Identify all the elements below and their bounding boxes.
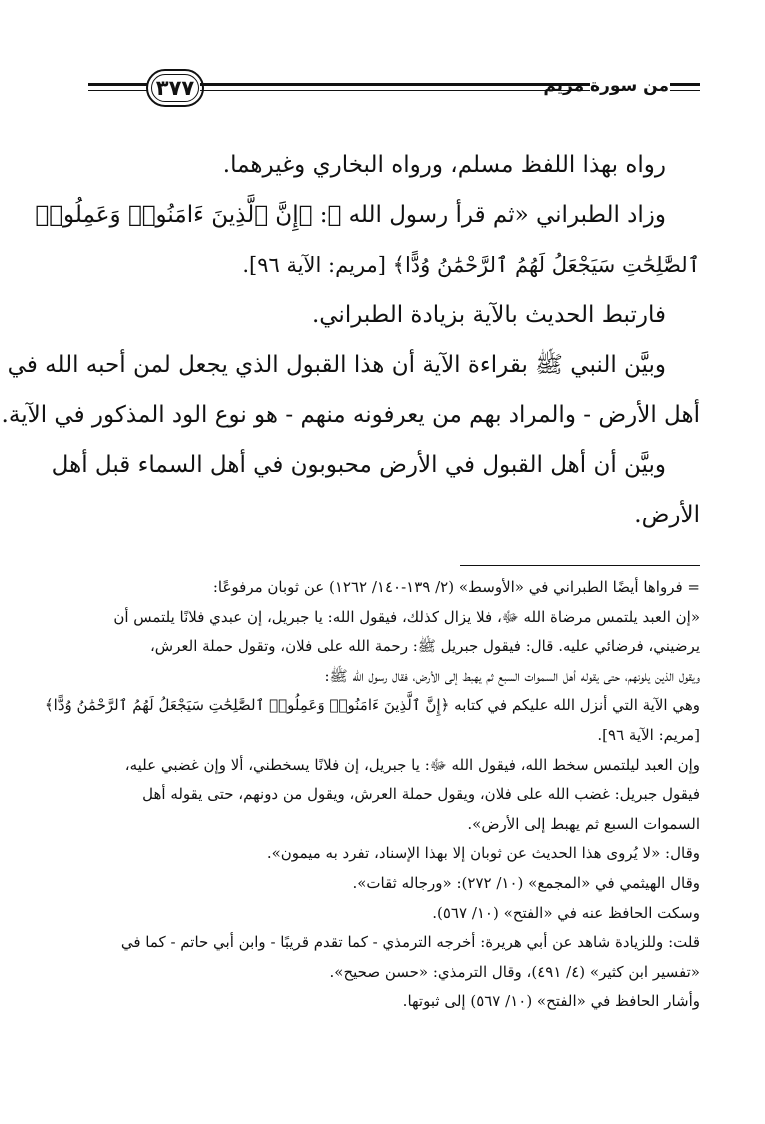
- footnotes: [44, 573, 700, 1017]
- main-line: فارتبط الحديث بالآية بزيادة الطبراني.: [311, 302, 666, 328]
- page-number-badge: [146, 69, 204, 107]
- footnote-line: وسكت الحافظ عنه في «الفتح» (١٠/ ٥٦٧).: [432, 903, 700, 922]
- header-rule-thick: [200, 83, 590, 86]
- page-number: ٣٧٧: [155, 76, 195, 100]
- main-line: وبيَّن أن أهل القبول في الأرض محبوبون في أهل السماء قبل أهل: [51, 452, 666, 478]
- main-line: وزاد الطبراني «ثم قرأ رسول الله ﷺ: ﴿إِنَّ ٱلَّذِينَ ءَامَنُوا۟ وَعَمِلُوا۟: [35, 202, 666, 228]
- footnote-line: = فرواها أيضًا الطبراني في «الأوسط» (٢/ ١٣٩-١٤٠/ ١٢٦٢) عن ثوبان مرفوعًا:: [212, 578, 700, 596]
- main-line-quran: ٱلصَّٰلِحَٰتِ سَيَجْعَلُ لَهُمُ ٱلرَّحْمَٰنُ وُدًّا﴾ [مريم: الآية ٩٦].: [242, 253, 700, 277]
- footnote-line: قلت: وللزيادة شاهد عن أبي هريرة: أخرجه الترمذي - كما تقدم قريبًا - وابن أبي حاتم - كما في: [120, 933, 700, 952]
- main-text: [1, 140, 700, 540]
- main-line: رواه بهذا اللفظ مسلم، ورواه البخاري وغيرهما.: [222, 152, 666, 178]
- page-header: [88, 66, 700, 112]
- header-rule-thin: [200, 90, 590, 91]
- footnote-line: [مريم: الآية ٩٦].: [597, 725, 700, 744]
- footnote-line: يرضيني، فرضائي عليه. قال: فيقول جبريل ﷺ: رحمة الله على فلان، وتقول حملة العرش،: [149, 637, 700, 656]
- footnote-line: وأشار الحافظ في «الفتح» (١٠/ ٥٦٧) إلى ثبوتها.: [402, 992, 700, 1011]
- footnote-line: وهي الآية التي أنزل الله عليكم في كتابه ﴿إِنَّ ٱلَّذِينَ ءَامَنُوا۟ وَعَمِلُوا۟ ٱلصَّٰلِحَٰتِ سَيَجْعَلُ لَهُمُ ٱلرَّحْمَٰنُ وُدًّا﴾: [44, 696, 700, 715]
- header-rule-right-thin: [670, 90, 700, 91]
- header-rule-right-thick: [670, 83, 700, 86]
- header-rule-left-thin: [88, 90, 148, 91]
- main-line: وبيَّن النبي ﷺ بقراءة الآية أن هذا القبول الذي يجعل لمن أحبه الله في: [7, 352, 666, 378]
- footnote-line: ويقول الذين يلونهم، حتى يقوله أهل السموات السبع ثم يهبط إلى الأرض، فقال رسول الله ﷺ:: [324, 666, 700, 685]
- header-rule-left-thick: [88, 83, 148, 86]
- footnote-line: فيقول جبريل: غضب الله على فلان، ويقول حملة العرش، ويقول من دونهم، حتى يقوله أهل: [142, 785, 700, 804]
- main-line: أهل الأرض - والمراد بهم من يعرفونه منهم - هو نوع الود المذكور في الآية.: [1, 402, 700, 428]
- footnote-line: وقال الهيثمي في «المجمع» (١٠/ ٢٧٢): «ورجاله ثقات».: [352, 873, 700, 892]
- main-line: الأرض.: [634, 502, 700, 528]
- footnote-line: وقال: «لا يُروى هذا الحديث عن ثوبان إلا بهذا الإسناد، تفرد به ميمون».: [266, 844, 700, 863]
- footnote-line: السموات السبع ثم يهبط إلى الأرض».: [467, 814, 700, 833]
- surah-title: من سورة مريم: [543, 76, 669, 96]
- footnote-line: «إن العبد يلتمس مرضاة الله ﷻ، فلا يزال كذلك، فيقول الله: يا جبريل، إن عبدي فلانًا يلتمس أن: [113, 607, 700, 626]
- footnote-divider: [460, 565, 700, 566]
- footnote-line: «تفسير ابن كثير» (٤/ ٤٩١)، وقال الترمذي: «حسن صحيح».: [329, 962, 700, 981]
- footnote-line: وإن العبد ليلتمس سخط الله، فيقول الله ﷻ: يا جبريل، إن فلانًا يسخطني، ألا وإن غضبي عليه،: [124, 755, 700, 774]
